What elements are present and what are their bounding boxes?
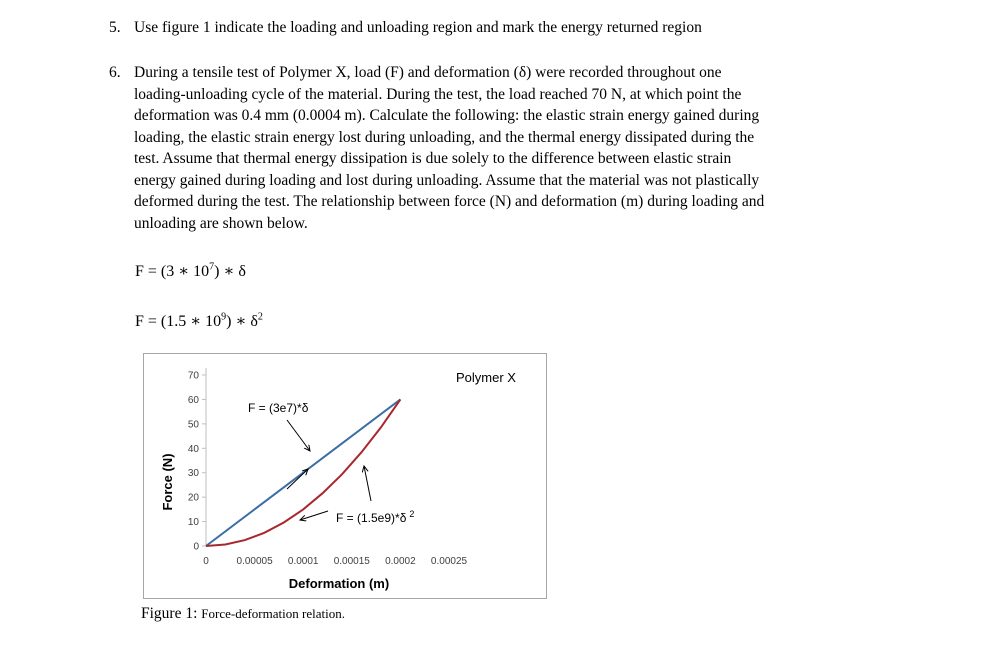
chart-canvas xyxy=(144,354,548,600)
loading-label-arrow xyxy=(287,420,310,451)
question-number: 6. xyxy=(109,64,121,81)
equation-exponent: 7 xyxy=(209,261,215,273)
question-line: deformed during the test. The relationship between force (N) and deformation (m) during loading and xyxy=(134,193,765,210)
question-5 xyxy=(109,17,969,41)
x-axis-ticks xyxy=(203,556,467,567)
y-tick-label: 50 xyxy=(187,419,199,431)
question-line: loading, the elastic strain energy lost during unloading, and the thermal energy dissipated during the xyxy=(134,128,755,146)
question-text xyxy=(134,17,702,39)
question-6 xyxy=(109,62,969,242)
question-line: loading-unloading cycle of the material. During the test, the load reached 70 N, at which point the xyxy=(134,85,742,103)
force-deformation-chart xyxy=(143,353,547,599)
x-tick-label: 0.0002 xyxy=(385,556,416,567)
chart-title: Polymer X xyxy=(456,370,516,385)
equation-right: ) ∗ δ xyxy=(214,263,246,280)
equation-left: F = (3 ∗ 10 xyxy=(135,263,210,280)
unloading-annotation-text: F = (1.5e9)*δ xyxy=(336,511,407,525)
unloading-annotation-label xyxy=(336,509,414,525)
caption-prefix: Figure 1: xyxy=(141,605,202,622)
question-number: 5. xyxy=(109,19,121,36)
x-tick-label: 0.00025 xyxy=(430,556,468,567)
y-tick-label: 20 xyxy=(187,492,199,504)
equation-exponent: 9 xyxy=(221,311,227,323)
y-axis-label: Force (N) xyxy=(160,453,175,511)
question-text xyxy=(134,62,764,234)
y-tick-label: 40 xyxy=(187,443,199,455)
x-tick-label: 0.00005 xyxy=(236,556,273,567)
question-line: energy gained during loading and lost during unloading. Assume that the material was not plastically xyxy=(134,171,760,189)
question-line: deformation was 0.4 mm (0.0004 m). Calculate the following: the elastic strain energy gained during xyxy=(134,107,760,124)
unloading-direction-arrow xyxy=(300,511,328,520)
y-tick-label: 60 xyxy=(187,394,199,406)
equation-left: F = (1.5 ∗ 10 xyxy=(135,313,222,330)
y-tick-label: 0 xyxy=(193,541,199,553)
caption-text: Force-deformation relation. xyxy=(201,606,345,621)
question-line: test. Assume that thermal energy dissipation is due solely to the difference between elastic strain xyxy=(134,150,732,167)
y-tick-label: 70 xyxy=(187,370,199,382)
equation-right: ) ∗ δ xyxy=(226,313,258,330)
question-line: unloading are shown below. xyxy=(134,214,308,232)
unloading-annotation-exponent: 2 xyxy=(409,509,415,519)
x-tick-label: 0.00015 xyxy=(333,556,370,567)
loading-annotation-label: F = (3e7)*δ xyxy=(248,401,309,415)
y-axis-ticks xyxy=(188,371,206,553)
question-line: During a tensile test of Polymer X, load (F) and deformation (δ) were recorded throughout one xyxy=(134,64,722,81)
equation-delta-exponent: 2 xyxy=(257,311,263,323)
question-line: Use figure 1 indicate the loading and unloading region and mark the energy returned region xyxy=(134,19,702,36)
x-tick-label: 0 xyxy=(203,556,209,567)
loading-direction-arrow xyxy=(287,469,308,489)
equation-unloading xyxy=(135,311,263,331)
y-tick-label: 10 xyxy=(187,517,199,529)
equation-loading xyxy=(135,261,246,281)
x-axis-label: Deformation (m) xyxy=(288,576,390,591)
x-tick-label: 0.0001 xyxy=(287,556,319,567)
figure-caption xyxy=(141,605,345,623)
unloading-label-arrow xyxy=(364,466,371,501)
y-tick-label: 30 xyxy=(187,468,199,480)
